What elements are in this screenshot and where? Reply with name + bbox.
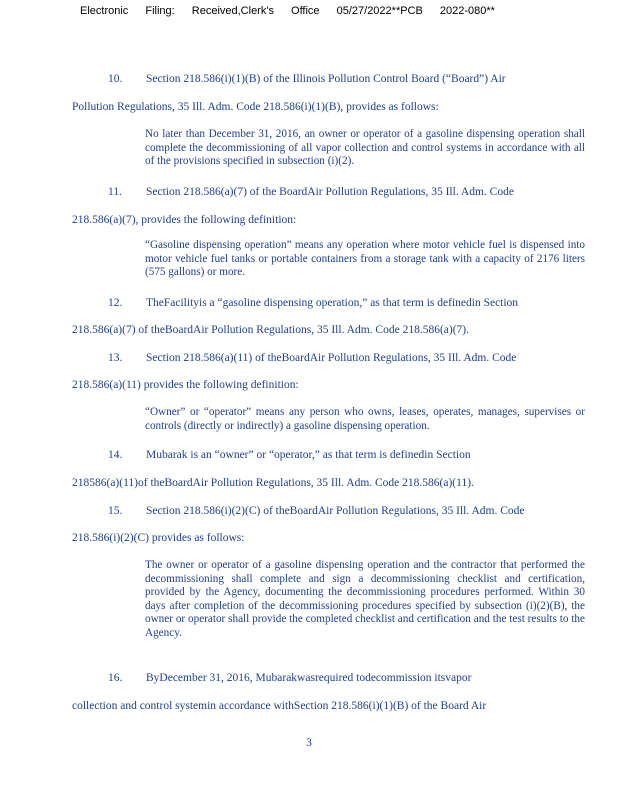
paragraph-12-cont: 218.586(a)(7) of theBoardAir Pollution Regulations, 35 Ill. Adm. Code 218.586(a)(7). <box>72 324 470 336</box>
block-quote: No later than December 31, 2016, an owner or operator of a gasoline dispensing operation shall complete the decommissioning of all vapor collection and control systems in accordance with all of the provisions specified in subsection (i)(2). <box>145 128 585 167</box>
paragraph-text: Mubarak is an “owner” or “operator,” as that term is definedin Section <box>146 449 471 461</box>
block-quote: “Owner” or “operator” means any person who owns, leases, operates, manages, supervises or controls (directly or indirectly) a gasoline dispensing operation. <box>145 406 585 432</box>
paragraph-10 <box>72 72 588 86</box>
block-quote: The owner or operator of a gasoline dispensing operation and the contractor that performed the decommissioning shall complete and sign a decommissioning checklist and certification, provided by the Agency, documenting the decommissioning procedures performed. Within 30 days after completion of the decommissioning procedures specified by subsection (i)(2)(B), the owner or operator shall provide the completed checklist and certification and the test results to the Agency. <box>145 559 585 639</box>
paragraph-number: 16. <box>108 672 123 684</box>
paragraph-text: Section 218.586(i)(1)(B) of the Illinois Pollution Control Board (“Board”) Air <box>146 73 506 85</box>
paragraph-11 <box>72 185 588 199</box>
header-received: Received,Clerk's <box>191 5 274 17</box>
paragraph-16-cont: collection and control systemin accordance withSection 218.586(i)(1)(B) of the Board Air <box>72 700 487 712</box>
header-electronic: Electronic <box>80 5 129 17</box>
paragraph-14-cont: 218586(a)(11)of theBoardAir Pollution Regulations, 35 Ill. Adm. Code 218.586(a)(11). <box>72 477 474 489</box>
paragraph-number: 10. <box>108 73 123 85</box>
paragraph-15 <box>72 504 588 518</box>
paragraph-number: 13. <box>108 352 123 364</box>
paragraph-text: Section 218.586(i)(2)(C) of theBoardAir Pollution Regulations, 35 Ill. Adm. Code <box>146 505 525 517</box>
paragraph-text: Section 218.586(a)(11) of theBoardAir Pollution Regulations, 35 Ill. Adm. Code <box>146 352 517 364</box>
paragraph-number: 14. <box>108 449 123 461</box>
filing-header <box>80 5 509 17</box>
paragraph-11-cont: 218.586(a)(7), provides the following definition: <box>72 214 297 226</box>
paragraph-15-cont: 218.586(i)(2)(C) provides as follows: <box>72 532 245 544</box>
header-filing: Filing: <box>145 5 175 17</box>
paragraph-text: ByDecember 31, 2016, Mubarakwasrequired todecommission itsvapor <box>146 672 472 684</box>
paragraph-number: 15. <box>108 505 123 517</box>
paragraph-13-cont: 218.586(a)(11) provides the following definition: <box>72 379 299 391</box>
header-date: 05/27/2022**PCB <box>336 5 423 17</box>
page-number: 3 <box>306 737 312 749</box>
paragraph-text: Section 218.586(a)(7) of the BoardAir Pollution Regulations, 35 Ill. Adm. Code <box>146 186 514 198</box>
paragraph-number: 11. <box>108 186 122 198</box>
block-quote: “Gasoline dispensing operation” means any operation where motor vehicle fuel is dispensed into motor vehicle fuel tanks or portable containers from a storage tank with a capacity of 2176 liters (575 gallons) or more. <box>145 239 585 278</box>
header-office: Office <box>291 5 320 17</box>
paragraph-text: TheFacilityis a “gasoline dispensing operation,” as that term is definedin Section <box>146 297 519 309</box>
header-docket: 2022-080** <box>439 5 495 17</box>
paragraph-14 <box>72 448 588 462</box>
paragraph-12 <box>72 296 588 310</box>
paragraph-number: 12. <box>108 297 123 309</box>
paragraph-13 <box>72 351 588 365</box>
paragraph-16 <box>72 671 588 685</box>
paragraph-10-cont: Pollution Regulations, 35 Ill. Adm. Code 218.586(i)(1)(B), provides as follows: <box>72 101 439 113</box>
